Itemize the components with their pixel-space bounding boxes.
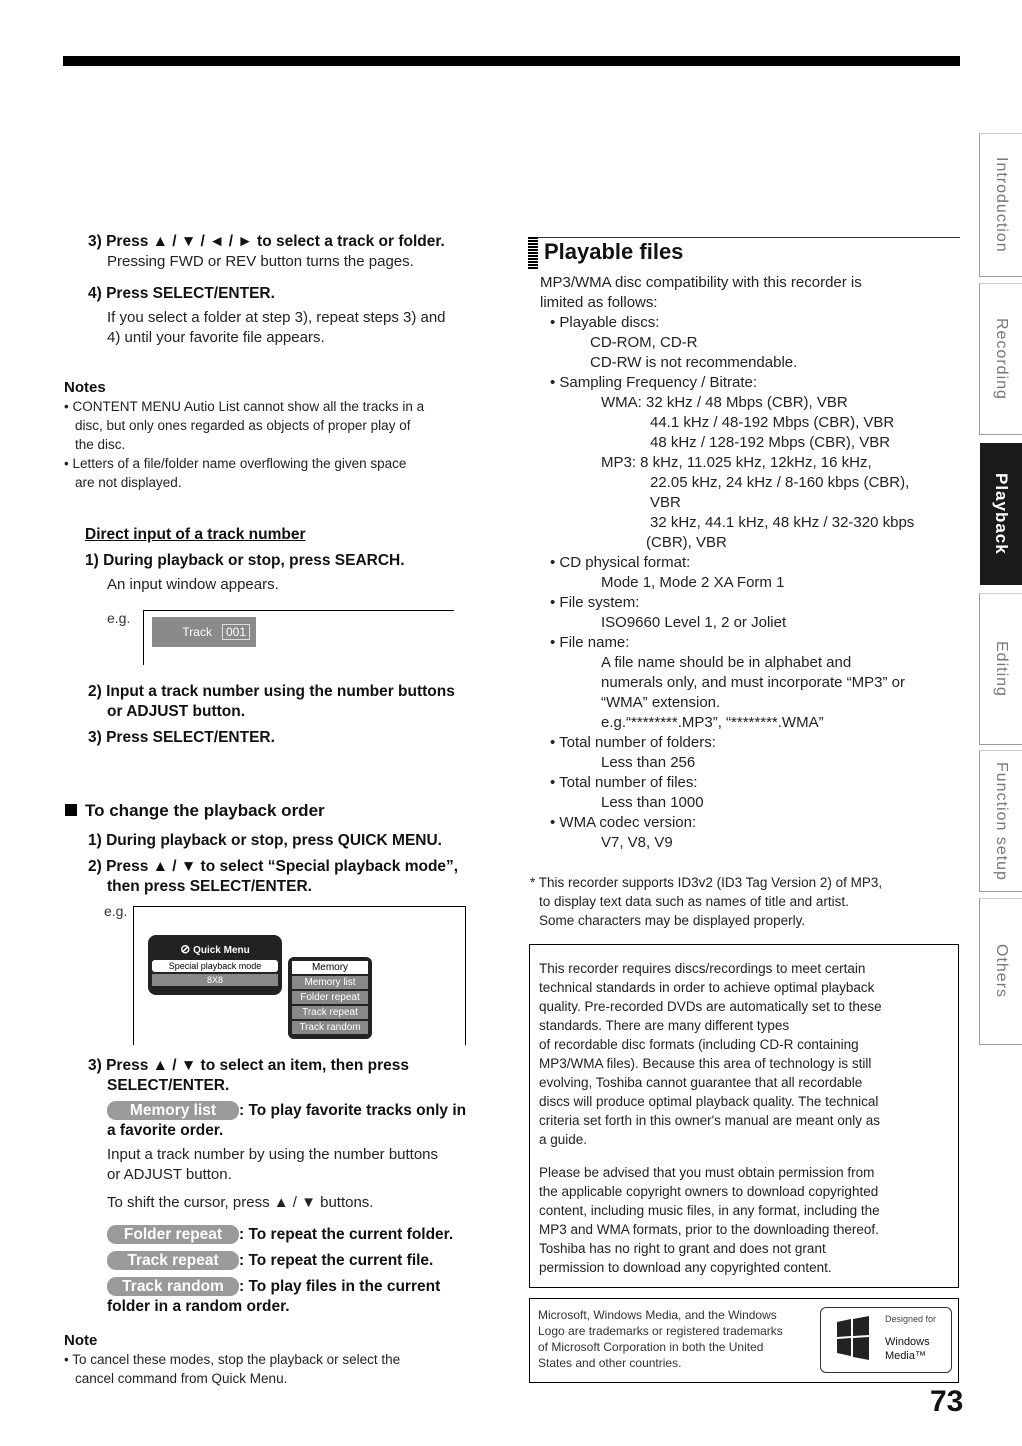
- logo-media: Media™: [885, 1350, 926, 1362]
- tab-playback[interactable]: Playback: [980, 443, 1022, 585]
- mp3-3: VBR: [650, 494, 681, 511]
- windows-media-logo: [820, 1307, 952, 1373]
- disclaimer-p2: [539, 1163, 949, 1277]
- codec-1: V7, V8, V9: [601, 834, 673, 851]
- bottom-note-line-2: cancel command from Quick Menu.: [75, 1371, 288, 1386]
- disclaimer-p1-line: MP3/WMA files). Because this area of technology is still: [539, 1056, 872, 1071]
- direct-step-2-line-2: or ADJUST button.: [107, 703, 246, 720]
- quick-menu-panel: [148, 935, 282, 995]
- intro-1: MP3/WMA disc compatibility with this recorder is: [540, 274, 862, 291]
- step-4: 4) Press SELECT/ENTER.: [88, 285, 275, 302]
- disclaimer-p1-line: criteria set forth in this owner's manual are meant only as: [539, 1113, 880, 1128]
- step-4-desc-1: If you select a folder at step 3), repeat steps 3) and: [107, 309, 446, 326]
- change-step-2-line-2: then press SELECT/ENTER.: [107, 878, 312, 895]
- notes: [64, 378, 504, 492]
- tab-introduction[interactable]: Introduction: [979, 133, 1022, 277]
- bullet-folders: • Total number of folders:: [550, 734, 716, 751]
- track-random-row-2: folder in a random order.: [107, 1298, 290, 1315]
- menu-item-memory-list: Memory list: [292, 976, 368, 989]
- filesystem-1: ISO9660 Level 1, 2 or Joliet: [601, 614, 787, 631]
- mp3-4: 32 kHz, 44.1 kHz, 48 kHz / 32-320 kbps: [650, 514, 915, 531]
- playable-files-body: [540, 273, 960, 853]
- change-order-steps: [88, 831, 508, 897]
- trademark-line-2: Logo are trademarks or registered trademarks: [538, 1324, 783, 1338]
- disclaimer-p1-line: of recordable disc formats (including CD-R containing: [539, 1037, 859, 1052]
- change-step-2-line-1: 2) Press ▲ / ▼ to select “Special playback mode”,: [88, 858, 459, 875]
- track-input-chip: [152, 617, 256, 647]
- folder-repeat-badge: Folder repeat: [107, 1225, 239, 1244]
- disclaimer-p2-line: permission to download any copyrighted content.: [539, 1260, 832, 1275]
- logo-windows: Windows: [885, 1336, 930, 1348]
- direct-step-1: 1) During playback or stop, press SEARCH.: [85, 552, 405, 569]
- mp3-5: (CBR), VBR: [646, 534, 727, 551]
- bullet-filename: • File name:: [550, 634, 630, 651]
- change-step-3: [88, 1056, 508, 1096]
- track-number: 001: [222, 624, 250, 640]
- mp3-2: 22.05 kHz, 24 kHz / 8-160 kbps (CBR),: [650, 474, 910, 491]
- change-step-3-line-2: SELECT/ENTER.: [107, 1077, 230, 1094]
- note-1-line-3: the disc.: [75, 437, 126, 452]
- disclaimer-box: [529, 944, 959, 1288]
- direct-input-section: [85, 525, 505, 595]
- discs-2: CD-RW is not recommendable.: [590, 354, 798, 371]
- memory-list-desc-2: or ADJUST button.: [107, 1166, 232, 1183]
- tab-others[interactable]: Others: [979, 898, 1022, 1045]
- header-rule: [63, 56, 960, 66]
- quick-menu-value: 8X8: [152, 974, 278, 986]
- note-1-line-2: disc, but only ones regarded as objects of proper play of: [75, 418, 411, 433]
- mode-descriptions: [107, 1101, 507, 1317]
- track-random-row: Track random : To play files in the current: [107, 1277, 507, 1297]
- memory-list-row-2: a favorite order.: [107, 1122, 224, 1139]
- logo-designed-for: Designed for: [885, 1314, 937, 1324]
- footnote: [530, 873, 960, 930]
- bullet-files: • Total number of files:: [550, 774, 698, 791]
- step-4-desc-2: 4) until your favorite file appears.: [107, 329, 325, 346]
- intro-2: limited as follows:: [540, 294, 658, 311]
- files-1: Less than 1000: [601, 794, 704, 811]
- direct-input-title: Direct input of a track number: [85, 526, 306, 543]
- bullet-discs: • Playable discs:: [550, 314, 660, 331]
- menu-item-track-random: Track random: [292, 1021, 368, 1034]
- change-order-title: To change the playback order: [85, 801, 325, 820]
- step-3-desc: Pressing FWD or REV button turns the pages.: [107, 253, 414, 270]
- memory-list-desc-1: Input a track number by using the number buttons: [107, 1146, 439, 1163]
- footnote-1: * This recorder supports ID3v2 (ID3 Tag Version 2) of MP3,: [530, 875, 883, 890]
- direct-step-3: 3) Press SELECT/ENTER.: [88, 729, 275, 746]
- change-step-1: 1) During playback or stop, press QUICK MENU.: [88, 832, 442, 849]
- tab-recording[interactable]: Recording: [979, 283, 1022, 435]
- trademark-line-3: of Microsoft Corporation in both the United: [538, 1340, 764, 1354]
- disclaimer-p1-line: This recorder requires discs/recordings to meet certain: [539, 961, 866, 976]
- direct-step-1-desc: An input window appears.: [107, 576, 279, 593]
- discs-1: CD-ROM, CD-R: [590, 334, 698, 351]
- disclaimer-p1: [539, 959, 949, 1149]
- quick-menu-example: [133, 906, 466, 1045]
- bullet-filesystem: • File system:: [550, 594, 640, 611]
- footnote-2: to display text data such as names of title and artist.: [539, 894, 849, 909]
- trademark-box: [529, 1298, 959, 1383]
- wma-2: 44.1 kHz / 48-192 Mbps (CBR), VBR: [650, 414, 895, 431]
- bullet-physical: • CD physical format:: [550, 554, 691, 571]
- direct-steps-2-3: [88, 682, 508, 748]
- track-repeat-row: Track repeat : To repeat the current file.: [107, 1251, 507, 1271]
- track-repeat-badge: Track repeat: [107, 1251, 239, 1270]
- change-step-3-line-1: 3) Press ▲ / ▼ to select an item, then press: [88, 1057, 409, 1074]
- trademark-text: [538, 1307, 783, 1371]
- filename-1: A file name should be in alphabet and: [601, 654, 852, 671]
- trademark-line-4: States and other countries.: [538, 1356, 682, 1370]
- disclaimer-p1-line: technical standards in order to achieve optimal playback: [539, 980, 875, 995]
- notes-title: Notes: [64, 379, 106, 396]
- note-2-line-1: • Letters of a file/folder name overflowing the given space: [64, 456, 407, 471]
- disclaimer-p2-line: Toshiba has no right to grant and does not grant: [539, 1241, 826, 1256]
- left-steps: [88, 232, 508, 348]
- quick-menu-title: ⊘ Quick Menu: [180, 942, 250, 956]
- disclaimer-p2-line: Please be advised that you must obtain permission from: [539, 1165, 875, 1180]
- disclaimer-p2-line: content, including music files, in any format, including the: [539, 1203, 880, 1218]
- tab-editing[interactable]: Editing: [979, 593, 1022, 745]
- footnote-3: Some characters may be displayed properly.: [539, 913, 806, 928]
- folders-1: Less than 256: [601, 754, 696, 771]
- bullet-sampling: • Sampling Frequency / Bitrate:: [550, 374, 758, 391]
- change-order-section: [65, 801, 505, 821]
- quick-menu-item: Special playback mode: [152, 960, 278, 972]
- filename-4: e.g.“********.MP3”, “********.WMA”: [601, 714, 824, 731]
- disclaimer-p1-line: discs will produce optimal playback quality. The technical: [539, 1094, 879, 1109]
- note-1-line-1: • CONTENT MENU Autio List cannot show all the tracks in a: [64, 399, 425, 414]
- folder-repeat-row: Folder repeat : To repeat the current folder.: [107, 1225, 507, 1245]
- disclaimer-p1-line: a guide.: [539, 1132, 588, 1147]
- search-window-example: [143, 610, 454, 665]
- disclaimer-p1-line: standards. There are many different types: [539, 1018, 790, 1033]
- heading-marker: [528, 237, 538, 269]
- eg-label-1: e.g.: [107, 610, 131, 626]
- windows-flag-icon: [835, 1316, 871, 1360]
- filename-3: “WMA” extension.: [601, 694, 721, 711]
- quick-menu-icon: ⊘: [180, 942, 191, 956]
- playable-files-heading: [528, 237, 960, 269]
- square-bullet-icon: [65, 804, 77, 816]
- track-random-badge: Track random: [107, 1277, 239, 1296]
- track-label: Track: [182, 625, 212, 639]
- bullet-codec: • WMA codec version:: [550, 814, 697, 831]
- physical-1: Mode 1, Mode 2 XA Form 1: [601, 574, 785, 591]
- note-2-line-2: are not displayed.: [75, 475, 182, 490]
- step-3: 3) Press ▲ / ▼ / ◄ / ► to select a track or folder.: [88, 233, 445, 250]
- page-number: 73: [930, 1385, 964, 1418]
- menu-item-folder-repeat: Folder repeat: [292, 991, 368, 1004]
- tab-function-setup[interactable]: Function setup: [979, 750, 1022, 892]
- trademark-line-1: Microsoft, Windows Media, and the Windows: [538, 1308, 777, 1322]
- special-mode-menu: [288, 957, 372, 1039]
- memory-list-desc-3: To shift the cursor, press ▲ / ▼ buttons.: [107, 1194, 374, 1211]
- eg-label-2: e.g.: [104, 903, 128, 919]
- bottom-note-line-1: • To cancel these modes, stop the playback or select the: [64, 1352, 401, 1367]
- disclaimer-p1-line: evolving, Toshiba cannot guarantee that all recordable: [539, 1075, 863, 1090]
- memory-list-badge: Memory list: [107, 1101, 239, 1120]
- wma-1: WMA: 32 kHz / 48 Mbps (CBR), VBR: [601, 394, 848, 411]
- wma-3: 48 kHz / 128-192 Mbps (CBR), VBR: [650, 434, 891, 451]
- menu-item-memory: Memory: [292, 961, 368, 974]
- mp3-1: MP3: 8 kHz, 11.025 kHz, 12kHz, 16 kHz,: [601, 454, 872, 471]
- memory-list-row: Memory list : To play favorite tracks only in: [107, 1101, 507, 1121]
- filename-2: numerals only, and must incorporate “MP3” or: [601, 674, 906, 691]
- heading-title: Playable files: [544, 239, 684, 264]
- heading-rule: [538, 237, 960, 238]
- direct-step-2-line-1: 2) Input a track number using the number buttons: [88, 683, 455, 700]
- disclaimer-p1-line: quality. Pre-recorded DVDs are automatically set to these: [539, 999, 882, 1014]
- disclaimer-p2-line: MP3 and WMA formats, prior to the downloading thereof.: [539, 1222, 879, 1237]
- bottom-note: [64, 1331, 504, 1388]
- disclaimer-p2-line: the applicable copyright owners to download copyrighted: [539, 1184, 879, 1199]
- menu-item-track-repeat: Track repeat: [292, 1006, 368, 1019]
- bottom-note-title: Note: [64, 1332, 98, 1349]
